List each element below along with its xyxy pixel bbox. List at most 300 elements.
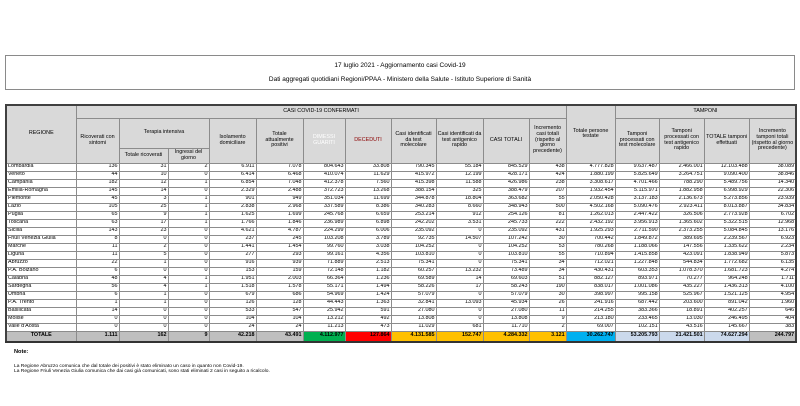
totale-tamponi-value: 1.335.622 [704,243,749,251]
totale-tamponi-value: 145.667 [704,323,749,331]
terapia-totale-ricoverati-value: 1 [119,259,168,267]
column-header-incremento-tamponi: Incremento tamponi totali (rispetto al giorno precedente) [749,118,796,163]
tamponi-molecolare-value: 9.637.487 [615,163,659,171]
casi-test-molecolare-value: 104.252 [391,243,436,251]
table-row [6,307,796,315]
dimessi-guariti-value: 25.942 [303,307,345,315]
column-group-tamponi: TAMPONI [615,105,796,118]
incremento-tamponi-value: 5.873 [749,251,796,259]
totale-persone-testate-value: 3.308.617 [566,179,615,187]
incremento-tamponi-value: 404 [749,315,796,323]
terapia-ingressi-giorno-value: 1 [168,283,209,291]
casi-test-molecolare-value: 60.257 [391,267,436,275]
deceduti-value: 8.386 [345,203,391,211]
table-row [6,267,796,275]
deceduti-value: 1.363 [345,299,391,307]
casi-totali-value: 254.126 [483,211,529,219]
tamponi-molecolare-value: 1.415.858 [615,251,659,259]
tamponi-antigenico-value: 147.556 [659,243,704,251]
totale-persone-testate-value: 241.916 [566,299,615,307]
casi-test-antigenico-value: 325 [436,187,483,195]
totale-attualmente-positivi-value: 6.468 [256,171,303,179]
report-date-title: 17 luglio 2021 - Aggiornamento casi Covid-19 [334,62,466,69]
ricoverati-con-sintomi-value: 136 [76,163,119,171]
tamponi-molecolare-value: 603.353 [615,267,659,275]
totale-attualmente-positivi-value: 245 [256,235,303,243]
dimessi-guariti-value: 4.112.977 [303,331,345,342]
casi-totali-value: 58.243 [483,283,529,291]
casi-totali-value: 363.682 [483,195,529,203]
terapia-ingressi-giorno-value: 0 [168,307,209,315]
isolamento-domiciliare-value: 1.951 [209,275,256,283]
dimessi-guariti-value: 804.643 [303,163,345,171]
isolamento-domiciliare-value: 153 [209,267,256,275]
terapia-totale-ricoverati-value: 2 [119,243,168,251]
table-row [6,323,796,331]
totale-attualmente-positivi-value: 1.846 [256,219,303,227]
tamponi-molecolare-value: 3.137.183 [615,195,659,203]
totale-persone-testate-value: 1.925.293 [566,227,615,235]
column-header-ingressi-giorno: Ingressi del giorno [168,148,209,163]
isolamento-domiciliare-value: 237 [209,235,256,243]
casi-test-molecolare-value: 388.154 [391,187,436,195]
terapia-totale-ricoverati-value: 0 [119,315,168,323]
terapia-ingressi-giorno-value: 0 [168,187,209,195]
ricoverati-con-sintomi-value: 6 [76,267,119,275]
casi-test-molecolare-value: 11.029 [391,323,436,331]
totale-tamponi-value: 12.103.488 [704,163,749,171]
incremento-casi-totali-value: 9 [529,315,566,323]
terapia-ingressi-giorno-value: 0 [168,243,209,251]
casi-test-antigenico-value: 18.804 [436,195,483,203]
totale-persone-testate-value: 712.021 [566,259,615,267]
totale-attualmente-positivi-value: 128 [256,299,303,307]
table-row [6,195,796,203]
casi-totali-value: 75.341 [483,259,529,267]
isolamento-domiciliare-value: 6.414 [209,171,256,179]
totale-attualmente-positivi-value: 24 [256,323,303,331]
table-body [6,163,796,342]
tamponi-antigenico-value: 2.466.001 [659,163,704,171]
tamponi-antigenico-value: 525.967 [659,291,704,299]
totale-attualmente-positivi-value: 7.048 [256,179,303,187]
casi-test-molecolare-value: 4.131.585 [391,331,436,342]
terapia-ingressi-giorno-value: 1 [168,275,209,283]
region-name: Toscana [6,219,76,227]
incremento-casi-totali-value: 2 [529,323,566,331]
casi-totali-value: 245.733 [483,219,529,227]
casi-totali-value: 107.242 [483,235,529,243]
column-header-tamponi-molecolare: Tamponi processati con test molecolare [615,118,659,163]
dimessi-guariti-value: 236.989 [303,219,345,227]
table-row [6,227,796,235]
incremento-tamponi-value: 1.960 [749,299,796,307]
dimessi-guariti-value: 13.212 [303,315,345,323]
casi-test-molecolare-value: 340.283 [391,203,436,211]
table-row [6,179,796,187]
table-row [6,291,796,299]
tamponi-antigenico-value: 389.695 [659,235,704,243]
casi-test-molecolare-value: 103.810 [391,251,436,259]
incremento-casi-totali-value: 51 [529,275,566,283]
casi-test-molecolare-value: 58.226 [391,283,436,291]
isolamento-domiciliare-value: 1.518 [209,283,256,291]
tamponi-molecolare-value: 687.442 [615,299,659,307]
tamponi-molecolare-value: 5.825.649 [615,171,659,179]
casi-totali-value: 4.284.332 [483,331,529,342]
deceduti-value: 7.560 [345,179,391,187]
dimessi-guariti-value: 11.213 [303,323,345,331]
incremento-tamponi-value: 244.797 [749,331,796,342]
incremento-casi-totali-value: 207 [529,187,566,195]
totale-tamponi-value: 964.248 [704,275,749,283]
casi-test-molecolare-value: 415.972 [391,171,436,179]
incremento-casi-totali-value: 34 [529,259,566,267]
incremento-tamponi-value: 6.923 [749,235,796,243]
dimessi-guariti-value: 103.208 [303,235,345,243]
tamponi-antigenico-value: 3.264.751 [659,171,704,179]
totale-attualmente-positivi-value: 547 [256,307,303,315]
totale-tamponi-value: 74.627.294 [704,331,749,342]
column-header-totale-ricoverati: Totale ricoverati [119,148,168,163]
tamponi-antigenico-value: 2.923.411 [659,203,704,211]
casi-test-antigenico-value: 14.507 [436,235,483,243]
totale-persone-testate-value: 2.432.192 [566,219,615,227]
casi-test-molecolare-value: 69.589 [391,275,436,283]
isolamento-domiciliare-value: 2.838 [209,203,256,211]
totale-attualmente-positivi-value: 686 [256,291,303,299]
region-name: Calabria [6,275,76,283]
incremento-casi-totali-value: 34 [529,267,566,275]
casi-test-antigenico-value: 13.232 [436,267,483,275]
totale-attualmente-positivi-value: 2.968 [256,203,303,211]
region-name: Emilia-Romagna [6,187,76,195]
totale-tamponi-value: 1.436.313 [704,283,749,291]
region-name: Lazio [6,203,76,211]
deceduti-value: 6.898 [345,219,391,227]
ricoverati-con-sintomi-value: 6 [76,291,119,299]
casi-totali-value: 13.808 [483,315,529,323]
totale-persone-testate-value: 214.255 [566,307,615,315]
column-header-regione: REGIONE [6,105,76,163]
tamponi-molecolare-value: 383.366 [615,307,659,315]
terapia-totale-ricoverati-value: 0 [119,323,168,331]
terapia-ingressi-giorno-value: 0 [168,171,209,179]
casi-test-antigenico-value: 681 [436,323,483,331]
totale-attualmente-positivi-value: 7.078 [256,163,303,171]
column-header-deceduti: DECEDUTI [345,118,391,163]
casi-totali-value: 348.943 [483,203,529,211]
tamponi-molecolare-value: 1.849.872 [615,235,659,243]
terapia-totale-ricoverati-value: 14 [119,187,168,195]
incremento-tamponi-value: 38.089 [749,163,796,171]
incremento-tamponi-value: 23.939 [749,195,796,203]
terapia-totale-ricoverati-value: 0 [119,307,168,315]
isolamento-domiciliare-value: 679 [209,291,256,299]
terapia-ingressi-giorno-value: 0 [168,323,209,331]
terapia-totale-ricoverati-value: 10 [119,171,168,179]
casi-test-antigenico-value: 17 [436,283,483,291]
casi-totali-value: 235.092 [483,227,529,235]
table-row [6,315,796,323]
tamponi-antigenico-value: 43.516 [659,323,704,331]
report-subtitle: Dati aggregati quotidiani Regioni/PPAA - Ministero della Salute - Istituto Superiore di Sanità [268,76,532,83]
totale-persone-testate-value: 780.268 [566,243,615,251]
dimessi-guariti-value: 337.589 [303,203,345,211]
totale-tamponi-value: 1.772.682 [704,259,749,267]
dimessi-guariti-value: 54.969 [303,291,345,299]
deceduti-value: 11.699 [345,195,391,203]
casi-test-antigenico-value: 0 [436,315,483,323]
ricoverati-con-sintomi-value: 1 [76,299,119,307]
dimessi-guariti-value: 351.034 [303,195,345,203]
isolamento-domiciliare-value: 126 [209,299,256,307]
tamponi-antigenico-value: 435.227 [659,283,704,291]
totale-tamponi-value: 402.257 [704,307,749,315]
totale-persone-testate-value: 700.442 [566,235,615,243]
totale-persone-testate-value: 4.502.168 [566,203,615,211]
isolamento-domiciliare-value: 6.911 [209,163,256,171]
casi-test-antigenico-value: 0 [436,259,483,267]
dimessi-guariti-value: 372.723 [303,187,345,195]
table-row [6,211,796,219]
dimessi-guariti-value: 224.299 [303,227,345,235]
casi-test-molecolare-value: 32.841 [391,299,436,307]
tamponi-molecolare-value: 2.447.422 [615,211,659,219]
terapia-ingressi-giorno-value: 1 [168,219,209,227]
totale-attualmente-positivi-value: 949 [256,195,303,203]
totale-tamponi-value: 5.322.515 [704,219,749,227]
table-row [6,275,796,283]
terapia-ingressi-giorno-value: 1 [168,179,209,187]
deceduti-value: 33.808 [345,163,391,171]
dimessi-guariti-value: 72.148 [303,267,345,275]
incremento-tamponi-value: 2.234 [749,243,796,251]
totale-attualmente-positivi-value: 4.787 [256,227,303,235]
isolamento-domiciliare-value: 24 [209,323,256,331]
isolamento-domiciliare-value: 901 [209,195,256,203]
dimessi-guariti-value: 66.364 [303,275,345,283]
dimessi-guariti-value: 99.760 [303,243,345,251]
casi-test-molecolare-value: 235.092 [391,227,436,235]
ricoverati-con-sintomi-value: 11 [76,243,119,251]
incremento-tamponi-value: 12.968 [749,219,796,227]
terapia-totale-ricoverati-value: 162 [119,331,168,342]
tamponi-molecolare-value: 233.465 [615,315,659,323]
incremento-tamponi-value: 646 [749,307,796,315]
isolamento-domiciliare-value: 42.218 [209,331,256,342]
incremento-tamponi-value: 14.340 [749,179,796,187]
terapia-totale-ricoverati-value: 1 [119,299,168,307]
incremento-tamponi-value: 34.834 [749,203,796,211]
totale-attualmente-positivi-value: 159 [256,267,303,275]
casi-test-antigenico-value: 8.660 [436,203,483,211]
casi-test-antigenico-value: 13.093 [436,299,483,307]
dimessi-guariti-value: 71.889 [303,259,345,267]
table-row [6,299,796,307]
tamponi-antigenico-value: 788.290 [659,179,704,187]
casi-test-molecolare-value: 13.808 [391,315,436,323]
tamponi-molecolare-value: 53.205.793 [615,331,659,342]
deceduti-value: 3.038 [345,243,391,251]
totale-tamponi-value: 891.042 [704,299,749,307]
dimessi-guariti-value: 99.161 [303,251,345,259]
casi-test-antigenico-value: 55.184 [436,163,483,171]
incremento-casi-totali-value: 438 [529,163,566,171]
terapia-ingressi-giorno-value: 0 [168,267,209,275]
ricoverati-con-sintomi-value: 182 [76,179,119,187]
totale-persone-testate-value: 398.997 [566,291,615,299]
tamponi-antigenico-value: 1.078.370 [659,267,704,275]
casi-test-molecolare-value: 790.345 [391,163,436,171]
tamponi-molecolare-value: 2.711.590 [615,227,659,235]
column-header-tamponi-antigenico: Tamponi processati con test antigenico rapido [659,118,704,163]
tamponi-antigenico-value: 203.600 [659,299,704,307]
casi-totali-value: 27.080 [483,307,529,315]
dimessi-guariti-value: 44.443 [303,299,345,307]
deceduti-value: 1.182 [345,267,391,275]
region-name: P.A. Bolzano [6,267,76,275]
table-row [6,243,796,251]
region-name: Campania [6,179,76,187]
column-group-casi-confermati: CASI COVID-19 CONFERMATI [76,105,566,118]
region-name: P.A. Trento [6,299,76,307]
ricoverati-con-sintomi-value: 11 [76,251,119,259]
casi-test-antigenico-value: 11.588 [436,179,483,187]
incremento-casi-totali-value: 55 [529,251,566,259]
table-row [6,251,796,259]
incremento-tamponi-value: 6.135 [749,259,796,267]
region-name: Umbria [6,291,76,299]
terapia-totale-ricoverati-value: 4 [119,283,168,291]
deceduti-value: 6.006 [345,227,391,235]
column-group-terapia-intensiva: Terapia intensiva [119,118,209,148]
column-header-casi-antigenico: Casi identificati da test antigenico rapido [436,118,483,163]
casi-test-antigenico-value: 912 [436,211,483,219]
terapia-totale-ricoverati-value: 25 [119,203,168,211]
tamponi-molecolare-value: 3.956.913 [615,219,659,227]
casi-test-antigenico-value: 3.531 [436,219,483,227]
deceduti-value: 1.424 [345,291,391,299]
terapia-ingressi-giorno-value: 0 [168,299,209,307]
dimessi-guariti-value: 412.378 [303,179,345,187]
deceduti-value: 6.659 [345,211,391,219]
note-friuli: La Regione Friuli Venezia Giulia comunica che dai casi già comunicati, sono stati eliminati 2 casi in seguito a ricalcolo. [14,369,270,374]
column-header-casi-totali: CASI TOTALI [483,118,529,163]
ricoverati-con-sintomi-value: 44 [76,171,119,179]
terapia-ingressi-giorno-value: 1 [168,203,209,211]
tamponi-antigenico-value: 326.506 [659,211,704,219]
notes-section [14,349,270,374]
incremento-tamponi-value: 4.274 [749,267,796,275]
terapia-totale-ricoverati-value: 9 [119,211,168,219]
region-name: Molise [6,315,76,323]
incremento-tamponi-value: 22.306 [749,187,796,195]
casi-test-antigenico-value: 0 [436,243,483,251]
dimessi-guariti-value: 410.074 [303,171,345,179]
tamponi-molecolare-value: 5.115.971 [615,187,659,195]
casi-totali-value: 104.252 [483,243,529,251]
incremento-tamponi-value: 38.846 [749,171,796,179]
casi-test-molecolare-value: 27.080 [391,307,436,315]
incremento-casi-totali-value: 222 [529,219,566,227]
totale-attualmente-positivi-value: 43.491 [256,331,303,342]
deceduti-value: 127.864 [345,331,391,342]
terapia-totale-ricoverati-value: 5 [119,251,168,259]
tamponi-molecolare-value: 5.090.476 [615,203,659,211]
deceduti-value: 3.789 [345,235,391,243]
totale-tamponi-value: 2.773.928 [704,211,749,219]
totale-row [6,331,796,342]
deceduti-value: 11.629 [345,171,391,179]
table-row [6,163,796,171]
deceduti-value: 1.494 [345,283,391,291]
region-name: Liguria [6,251,76,259]
terapia-ingressi-giorno-value: 1 [168,211,209,219]
incremento-casi-totali-value: 3.121 [529,331,566,342]
totale-persone-testate-value: 838.017 [566,283,615,291]
incremento-casi-totali-value: 53 [529,243,566,251]
totale-tamponi-value: 8.013.887 [704,203,749,211]
report-title-box [5,55,795,90]
totale-attualmente-positivi-value: 104 [256,315,303,323]
deceduti-value: 2.513 [345,259,391,267]
casi-totali-value: 45.934 [483,299,529,307]
region-name: Sicilia [6,227,76,235]
isolamento-domiciliare-value: 1.441 [209,243,256,251]
column-header-attualmente-positivi: Totale attualmente positivi [256,118,303,163]
terapia-totale-ricoverati-value: 12 [119,179,168,187]
incremento-casi-totali-value: 238 [529,179,566,187]
note-abruzzo: La Regione Abruzzo comunica che dal totale dei positivi è stato eliminato un caso in quanto non Covid-19. [14,364,244,369]
ricoverati-con-sintomi-value: 56 [76,283,119,291]
terapia-ingressi-giorno-value: 0 [168,291,209,299]
terapia-ingressi-giorno-value: 0 [168,227,209,235]
totale-attualmente-positivi-value: 293 [256,251,303,259]
tamponi-molecolare-value: 4.701.466 [615,179,659,187]
column-header-ricoverati: Ricoverati con sintomi [76,118,119,163]
totale-persone-testate-value: 4.777.828 [566,163,615,171]
incremento-casi-totali-value: 26 [529,299,566,307]
column-header-totale-tamponi: TOTALE tamponi effettuati [704,118,749,163]
casi-totali-value: 428.171 [483,171,529,179]
tamponi-molecolare-value: 995.158 [615,291,659,299]
table-row [6,235,796,243]
column-header-isolamento: Isolamento domiciliare [209,118,256,163]
isolamento-domiciliare-value: 104 [209,315,256,323]
terapia-ingressi-giorno-value: 0 [168,251,209,259]
terapia-ingressi-giorno-value: 0 [168,235,209,243]
isolamento-domiciliare-value: 1.625 [209,211,256,219]
incremento-casi-totali-value: 30 [529,235,566,243]
casi-test-antigenico-value: 0 [436,291,483,299]
casi-totali-value: 57.079 [483,291,529,299]
incremento-casi-totali-value: 11 [529,307,566,315]
tamponi-antigenico-value: 423.091 [659,251,704,259]
region-name: Valle d'Aosta [6,323,76,331]
tamponi-molecolare-value: 1.227.848 [615,259,659,267]
incremento-casi-totali-value: 55 [529,195,566,203]
casi-test-molecolare-value: 57.079 [391,291,436,299]
incremento-tamponi-value: 1.711 [749,275,796,283]
totale-persone-testate-value: 1.932.454 [566,187,615,195]
ricoverati-con-sintomi-value: 48 [76,275,119,283]
ricoverati-con-sintomi-value: 14 [76,307,119,315]
totale-tamponi-value: 5.489.756 [704,179,749,187]
table-row [6,171,796,179]
terapia-totale-ricoverati-value: 31 [119,163,168,171]
dimessi-guariti-value: 55.171 [303,283,345,291]
